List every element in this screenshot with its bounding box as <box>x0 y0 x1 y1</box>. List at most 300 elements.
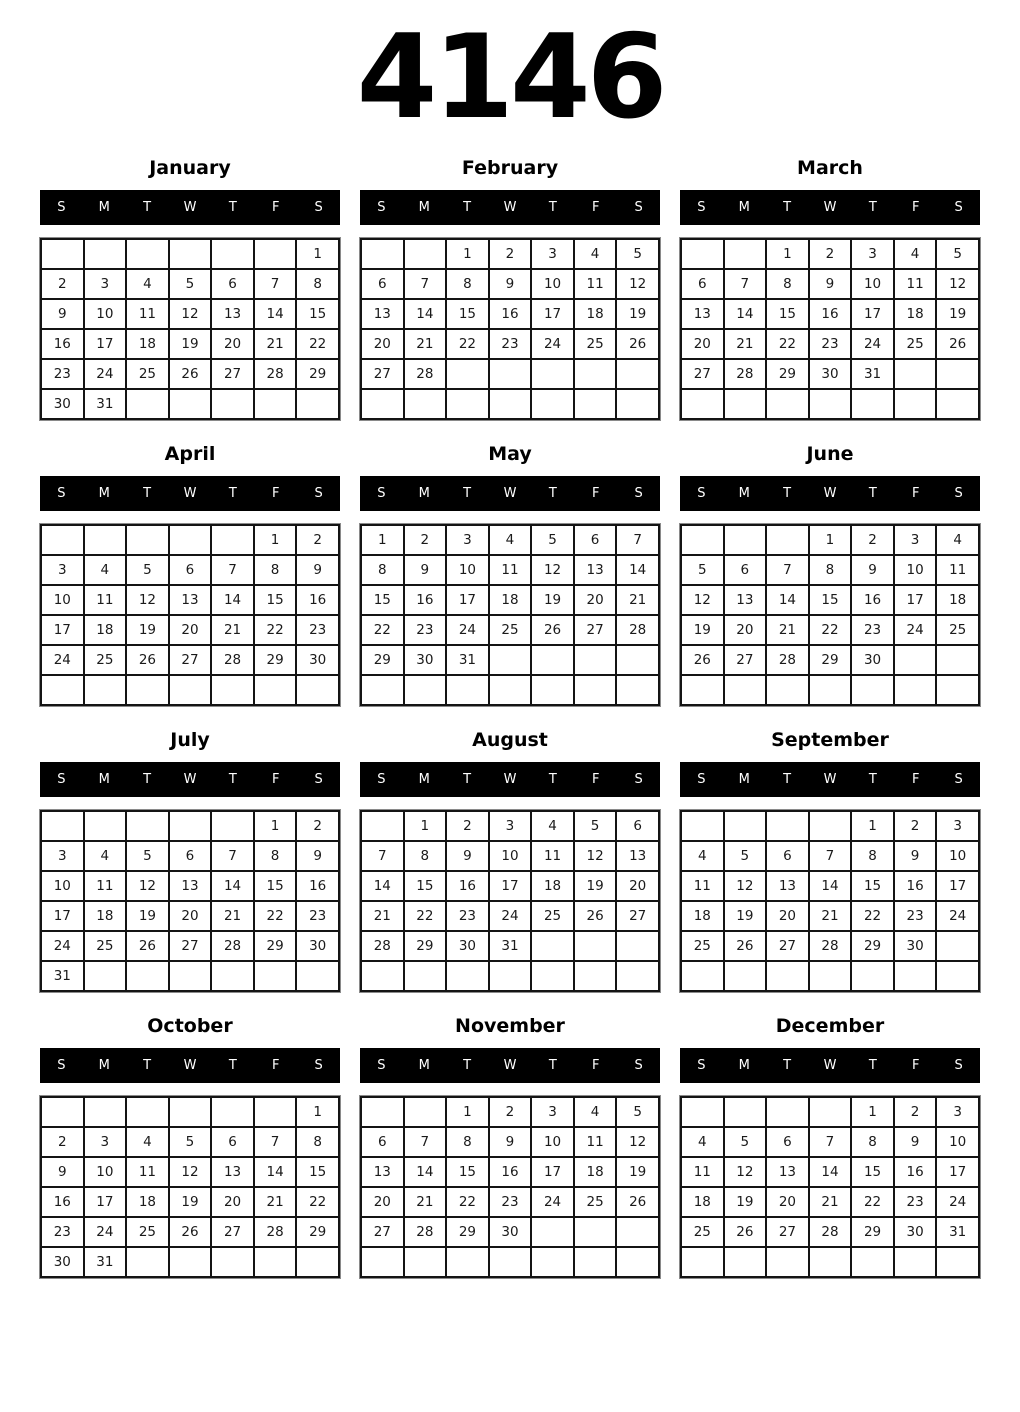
day-cell: 24 <box>936 1187 979 1217</box>
day-cell-empty <box>489 389 532 419</box>
day-cell: 10 <box>41 585 84 615</box>
week-row <box>361 269 659 299</box>
week-row <box>361 1097 659 1127</box>
day-cell: 8 <box>254 555 297 585</box>
month-days-table <box>360 1096 660 1278</box>
day-cell-empty <box>489 1247 532 1277</box>
month-block <box>40 154 340 420</box>
day-cell: 20 <box>766 901 809 931</box>
day-cell: 24 <box>936 901 979 931</box>
weekday-cell: M <box>418 772 430 787</box>
week-row <box>681 239 979 269</box>
day-cell: 11 <box>894 269 937 299</box>
day-cell: 28 <box>404 1217 447 1247</box>
day-cell: 8 <box>809 555 852 585</box>
day-cell: 20 <box>361 1187 404 1217</box>
day-cell: 6 <box>574 525 617 555</box>
week-row <box>681 961 979 991</box>
weekday-cell: T <box>228 200 237 215</box>
weekday-cell: S <box>954 1058 963 1073</box>
day-cell: 6 <box>766 841 809 871</box>
day-cell: 6 <box>616 811 659 841</box>
day-cell: 1 <box>766 239 809 269</box>
day-cell-empty <box>211 811 254 841</box>
day-cell: 23 <box>404 615 447 645</box>
week-row <box>41 299 339 329</box>
day-cell: 13 <box>574 555 617 585</box>
day-cell: 28 <box>254 1217 297 1247</box>
weekday-cell: F <box>591 200 600 215</box>
week-row <box>41 841 339 871</box>
day-cell: 11 <box>489 555 532 585</box>
week-row <box>41 645 339 675</box>
weekday-cell: M <box>738 772 750 787</box>
day-cell: 8 <box>851 841 894 871</box>
weekday-cell: S <box>314 1058 323 1073</box>
day-cell-empty <box>574 1247 617 1277</box>
week-row <box>361 811 659 841</box>
day-cell-empty <box>574 961 617 991</box>
day-cell: 5 <box>169 1127 212 1157</box>
month-title: September <box>771 729 889 751</box>
month-days-table <box>40 524 340 706</box>
day-cell: 16 <box>446 871 489 901</box>
week-row <box>361 555 659 585</box>
day-cell: 18 <box>681 1187 724 1217</box>
day-cell: 22 <box>851 1187 894 1217</box>
week-row <box>681 1187 979 1217</box>
day-cell: 29 <box>404 931 447 961</box>
day-cell-empty <box>211 961 254 991</box>
weekday-cell: T <box>228 1058 237 1073</box>
day-cell: 10 <box>531 1127 574 1157</box>
day-cell: 3 <box>936 1097 979 1127</box>
day-cell: 30 <box>41 389 84 419</box>
week-row <box>681 931 979 961</box>
day-cell: 15 <box>361 585 404 615</box>
week-row <box>41 329 339 359</box>
day-cell: 27 <box>169 645 212 675</box>
day-cell: 24 <box>894 615 937 645</box>
day-cell: 7 <box>404 269 447 299</box>
day-cell-empty <box>254 675 297 705</box>
weekday-cell: W <box>183 200 197 215</box>
day-cell: 2 <box>489 239 532 269</box>
weekday-cell: T <box>143 1058 152 1073</box>
day-cell: 1 <box>851 1097 894 1127</box>
day-cell: 20 <box>766 1187 809 1217</box>
day-cell: 13 <box>169 585 212 615</box>
day-cell-empty <box>84 525 127 555</box>
weekday-cell: S <box>314 772 323 787</box>
day-cell-empty <box>41 1097 84 1127</box>
month-block <box>680 1012 980 1278</box>
weekday-cell: W <box>503 200 517 215</box>
day-cell: 7 <box>616 525 659 555</box>
day-cell: 19 <box>126 615 169 645</box>
weekday-cell: T <box>783 200 792 215</box>
day-cell-empty <box>894 1247 937 1277</box>
weekday-cell: S <box>377 1058 386 1073</box>
day-cell: 17 <box>489 871 532 901</box>
day-cell: 3 <box>41 841 84 871</box>
day-cell-empty <box>809 389 852 419</box>
day-cell-empty <box>211 239 254 269</box>
day-cell-empty <box>766 525 809 555</box>
day-cell: 24 <box>489 901 532 931</box>
day-cell: 12 <box>936 269 979 299</box>
day-cell-empty <box>126 525 169 555</box>
day-cell-empty <box>126 811 169 841</box>
week-row <box>41 961 339 991</box>
week-row <box>361 389 659 419</box>
weekday-cell: T <box>868 200 877 215</box>
day-cell-empty <box>404 239 447 269</box>
week-row <box>681 645 979 675</box>
weekday-cell: W <box>503 1058 517 1073</box>
weekday-cell: S <box>697 200 706 215</box>
month-block <box>680 154 980 420</box>
day-cell: 23 <box>296 615 339 645</box>
day-cell: 5 <box>169 269 212 299</box>
day-cell-empty <box>41 239 84 269</box>
day-cell: 19 <box>681 615 724 645</box>
day-cell: 10 <box>41 871 84 901</box>
day-cell: 22 <box>446 1187 489 1217</box>
day-cell: 15 <box>296 299 339 329</box>
day-cell: 2 <box>41 1127 84 1157</box>
day-cell: 22 <box>851 901 894 931</box>
day-cell: 14 <box>809 871 852 901</box>
day-cell: 3 <box>936 811 979 841</box>
day-cell-empty <box>531 961 574 991</box>
day-cell: 7 <box>254 1127 297 1157</box>
week-row <box>681 299 979 329</box>
weekday-cell: S <box>697 1058 706 1073</box>
week-row <box>41 1127 339 1157</box>
day-cell: 17 <box>894 585 937 615</box>
day-cell: 21 <box>766 615 809 645</box>
day-cell: 27 <box>766 1217 809 1247</box>
day-cell: 17 <box>84 1187 127 1217</box>
day-cell: 14 <box>361 871 404 901</box>
day-cell-empty <box>404 389 447 419</box>
day-cell: 2 <box>404 525 447 555</box>
day-cell: 4 <box>574 239 617 269</box>
month-block <box>40 726 340 992</box>
day-cell: 9 <box>404 555 447 585</box>
day-cell: 22 <box>809 615 852 645</box>
day-cell-empty <box>616 931 659 961</box>
day-cell: 13 <box>766 1157 809 1187</box>
day-cell: 12 <box>681 585 724 615</box>
day-cell: 8 <box>766 269 809 299</box>
day-cell: 2 <box>851 525 894 555</box>
weekday-cell: T <box>463 1058 472 1073</box>
day-cell-empty <box>126 389 169 419</box>
weekday-cell: M <box>98 200 110 215</box>
day-cell: 8 <box>404 841 447 871</box>
day-cell: 24 <box>84 359 127 389</box>
week-row <box>681 269 979 299</box>
month-days-table <box>360 524 660 706</box>
day-cell: 23 <box>446 901 489 931</box>
day-cell: 15 <box>296 1157 339 1187</box>
weekday-cell: T <box>143 200 152 215</box>
day-cell-empty <box>126 1247 169 1277</box>
day-cell: 28 <box>211 645 254 675</box>
day-cell: 6 <box>211 1127 254 1157</box>
day-cell: 7 <box>809 1127 852 1157</box>
day-cell: 8 <box>446 1127 489 1157</box>
weekday-cell: T <box>868 486 877 501</box>
week-row <box>41 931 339 961</box>
day-cell: 8 <box>361 555 404 585</box>
day-cell: 29 <box>766 359 809 389</box>
weekday-cell: S <box>377 200 386 215</box>
day-cell-empty <box>126 675 169 705</box>
day-cell: 9 <box>894 1127 937 1157</box>
day-cell-empty <box>41 811 84 841</box>
day-cell: 13 <box>361 299 404 329</box>
weekday-cell: M <box>418 1058 430 1073</box>
week-row <box>681 675 979 705</box>
day-cell-empty <box>169 1097 212 1127</box>
weekday-cell: W <box>183 486 197 501</box>
week-row <box>361 1217 659 1247</box>
month-days-table <box>40 810 340 992</box>
day-cell: 2 <box>296 811 339 841</box>
day-cell-empty <box>851 389 894 419</box>
day-cell-empty <box>724 675 767 705</box>
weekday-cell: F <box>911 772 920 787</box>
day-cell-empty <box>809 1247 852 1277</box>
day-cell: 4 <box>894 239 937 269</box>
day-cell: 25 <box>894 329 937 359</box>
week-row <box>361 1187 659 1217</box>
month-block <box>360 440 660 706</box>
weekday-cell: F <box>271 1058 280 1073</box>
day-cell: 4 <box>936 525 979 555</box>
day-cell: 18 <box>126 1187 169 1217</box>
day-cell: 20 <box>211 1187 254 1217</box>
weekday-header <box>40 1048 340 1083</box>
day-cell: 12 <box>169 1157 212 1187</box>
day-cell: 29 <box>446 1217 489 1247</box>
day-cell: 28 <box>361 931 404 961</box>
day-cell: 26 <box>724 931 767 961</box>
day-cell: 26 <box>169 359 212 389</box>
day-cell: 25 <box>936 615 979 645</box>
weekday-cell: S <box>377 772 386 787</box>
day-cell: 19 <box>724 1187 767 1217</box>
day-cell: 16 <box>851 585 894 615</box>
day-cell-empty <box>531 1217 574 1247</box>
day-cell: 11 <box>84 585 127 615</box>
day-cell-empty <box>766 961 809 991</box>
day-cell: 17 <box>851 299 894 329</box>
day-cell-empty <box>574 359 617 389</box>
day-cell: 22 <box>254 901 297 931</box>
day-cell: 30 <box>404 645 447 675</box>
week-row <box>41 1217 339 1247</box>
day-cell: 18 <box>574 1157 617 1187</box>
day-cell-empty <box>681 525 724 555</box>
day-cell: 11 <box>681 871 724 901</box>
day-cell: 7 <box>254 269 297 299</box>
weekday-cell: T <box>228 486 237 501</box>
day-cell-empty <box>41 675 84 705</box>
month-days-table <box>360 810 660 992</box>
day-cell: 26 <box>574 901 617 931</box>
day-cell-empty <box>169 811 212 841</box>
week-row <box>361 239 659 269</box>
day-cell: 4 <box>84 841 127 871</box>
day-cell: 31 <box>84 389 127 419</box>
weekday-header <box>680 1048 980 1083</box>
day-cell: 5 <box>724 841 767 871</box>
day-cell-empty <box>574 389 617 419</box>
day-cell: 14 <box>766 585 809 615</box>
day-cell: 20 <box>211 329 254 359</box>
day-cell: 26 <box>616 1187 659 1217</box>
week-row <box>681 555 979 585</box>
day-cell: 11 <box>681 1157 724 1187</box>
day-cell: 7 <box>211 555 254 585</box>
day-cell: 3 <box>84 269 127 299</box>
day-cell: 13 <box>681 299 724 329</box>
day-cell-empty <box>84 811 127 841</box>
day-cell: 19 <box>936 299 979 329</box>
weekday-cell: F <box>271 200 280 215</box>
week-row <box>681 1127 979 1157</box>
day-cell: 12 <box>724 871 767 901</box>
day-cell: 18 <box>681 901 724 931</box>
day-cell: 25 <box>531 901 574 931</box>
day-cell: 5 <box>724 1127 767 1157</box>
day-cell-empty <box>361 1247 404 1277</box>
day-cell: 21 <box>254 1187 297 1217</box>
day-cell: 22 <box>254 615 297 645</box>
day-cell-empty <box>531 359 574 389</box>
weekday-cell: M <box>738 1058 750 1073</box>
day-cell: 10 <box>446 555 489 585</box>
weekday-cell: T <box>228 772 237 787</box>
weekday-cell: T <box>783 486 792 501</box>
day-cell: 24 <box>531 329 574 359</box>
day-cell: 5 <box>936 239 979 269</box>
day-cell-empty <box>84 239 127 269</box>
day-cell: 9 <box>489 1127 532 1157</box>
weekday-cell: S <box>377 486 386 501</box>
day-cell: 13 <box>211 299 254 329</box>
day-cell: 30 <box>489 1217 532 1247</box>
day-cell: 14 <box>616 555 659 585</box>
day-cell: 9 <box>851 555 894 585</box>
day-cell: 22 <box>361 615 404 645</box>
day-cell-empty <box>616 961 659 991</box>
day-cell: 3 <box>851 239 894 269</box>
week-row <box>41 585 339 615</box>
day-cell: 3 <box>531 239 574 269</box>
weekday-cell: T <box>868 1058 877 1073</box>
day-cell: 29 <box>254 931 297 961</box>
weekday-cell: S <box>314 200 323 215</box>
week-row <box>41 389 339 419</box>
week-row <box>681 1097 979 1127</box>
day-cell: 21 <box>404 1187 447 1217</box>
day-cell-empty <box>894 645 937 675</box>
day-cell: 21 <box>211 901 254 931</box>
day-cell: 14 <box>211 871 254 901</box>
day-cell: 25 <box>574 1187 617 1217</box>
week-row <box>361 675 659 705</box>
day-cell: 12 <box>126 871 169 901</box>
day-cell-empty <box>936 645 979 675</box>
day-cell: 28 <box>254 359 297 389</box>
weekday-cell: W <box>183 772 197 787</box>
day-cell: 17 <box>936 871 979 901</box>
day-cell-empty <box>724 1097 767 1127</box>
day-cell-empty <box>616 359 659 389</box>
day-cell: 7 <box>766 555 809 585</box>
day-cell-empty <box>211 1247 254 1277</box>
day-cell-empty <box>361 389 404 419</box>
day-cell-empty <box>169 675 212 705</box>
day-cell: 16 <box>296 585 339 615</box>
day-cell: 12 <box>126 585 169 615</box>
day-cell: 20 <box>361 329 404 359</box>
day-cell: 24 <box>851 329 894 359</box>
day-cell: 2 <box>489 1097 532 1127</box>
day-cell: 27 <box>724 645 767 675</box>
week-row <box>41 1097 339 1127</box>
day-cell-empty <box>681 811 724 841</box>
day-cell: 16 <box>41 329 84 359</box>
day-cell-empty <box>724 1247 767 1277</box>
day-cell: 2 <box>446 811 489 841</box>
day-cell: 27 <box>361 1217 404 1247</box>
day-cell-empty <box>936 961 979 991</box>
weekday-cell: T <box>463 200 472 215</box>
day-cell: 25 <box>126 1217 169 1247</box>
day-cell: 27 <box>766 931 809 961</box>
day-cell: 28 <box>616 615 659 645</box>
weekday-cell: T <box>143 486 152 501</box>
day-cell: 18 <box>126 329 169 359</box>
day-cell-empty <box>531 1247 574 1277</box>
day-cell-empty <box>169 389 212 419</box>
day-cell: 1 <box>361 525 404 555</box>
day-cell-empty <box>531 931 574 961</box>
weekday-cell: M <box>418 486 430 501</box>
week-row <box>681 1247 979 1277</box>
day-cell: 10 <box>531 269 574 299</box>
day-cell: 30 <box>809 359 852 389</box>
day-cell: 1 <box>446 1097 489 1127</box>
day-cell: 19 <box>724 901 767 931</box>
day-cell-empty <box>681 1097 724 1127</box>
day-cell-empty <box>616 675 659 705</box>
day-cell: 10 <box>936 1127 979 1157</box>
day-cell: 30 <box>446 931 489 961</box>
day-cell: 21 <box>724 329 767 359</box>
day-cell: 16 <box>809 299 852 329</box>
day-cell: 31 <box>489 931 532 961</box>
day-cell: 9 <box>489 269 532 299</box>
week-row <box>361 1127 659 1157</box>
weekday-cell: T <box>463 486 472 501</box>
